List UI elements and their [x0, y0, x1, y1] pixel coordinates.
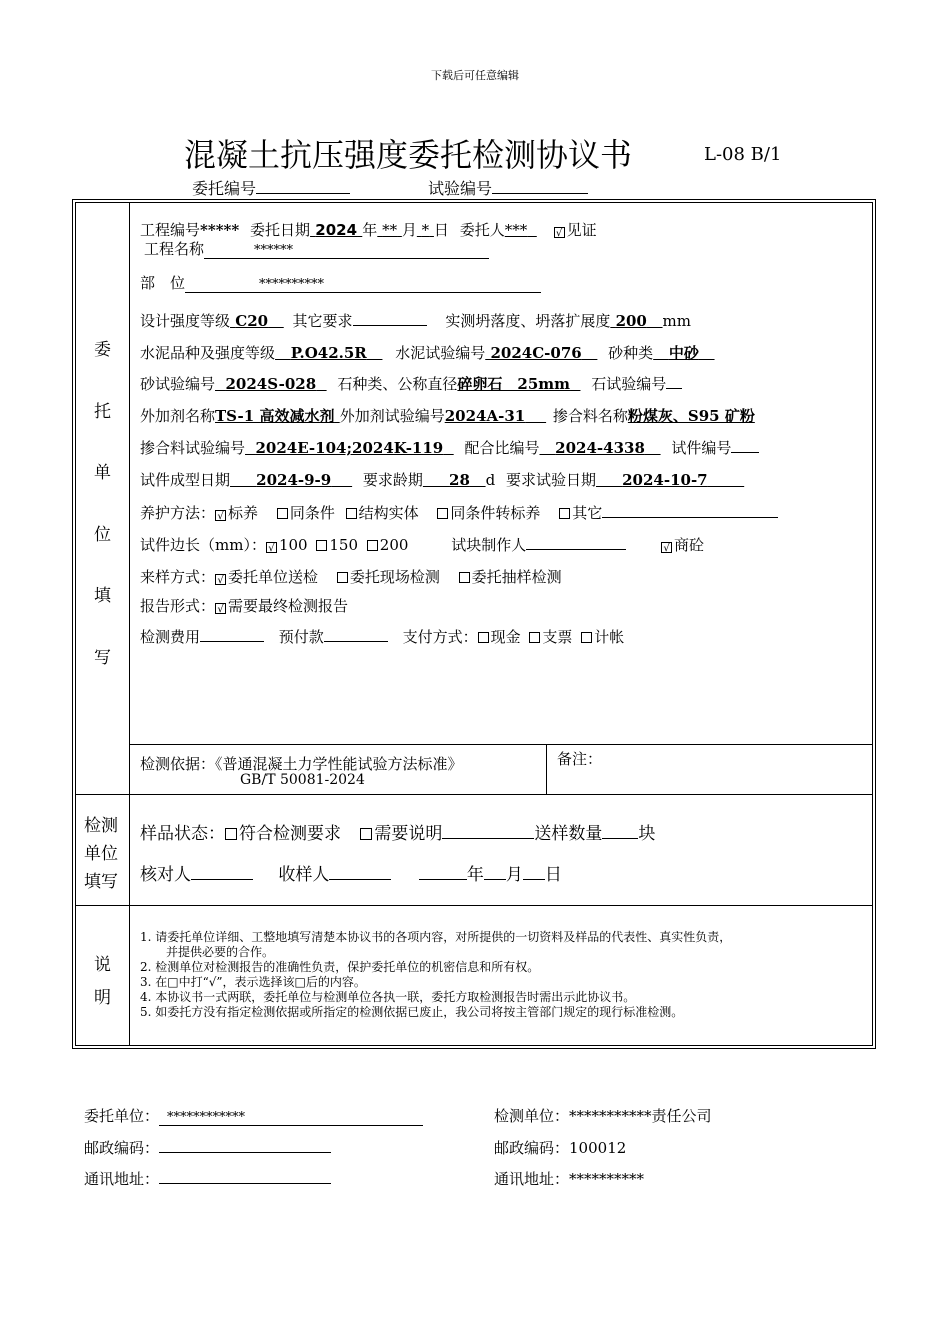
curing-same-label: 同条件: [289, 504, 335, 522]
note-item: 3. 在□中打“√”，表示选择该□后的内容。: [140, 975, 366, 989]
row-report: [140, 595, 348, 616]
side-label-client-1: 委: [94, 340, 111, 360]
side-label-client-4: 位: [94, 525, 111, 545]
receive-month-unit: 月: [505, 865, 523, 885]
side-label-lab-1: 检测: [84, 816, 118, 836]
commission-no: [192, 176, 350, 199]
sand-test-value[interactable]: 2024S-028: [225, 375, 317, 393]
commercial-label: 商砼: [674, 536, 705, 554]
client-unit: [84, 1105, 423, 1126]
note-item: 4. 本协议书一式两联，委托单位与检测单位各执一联，委托方取检测报告时需出示此协议书。: [140, 990, 636, 1004]
row-cement: [140, 342, 715, 363]
side-label-lab-2: 单位: [84, 844, 118, 864]
mineral-value[interactable]: 粉煤灰、S95 矿粉: [627, 407, 755, 425]
side-label-client-5: 填: [94, 586, 111, 606]
test-no-label: 试验编号: [428, 179, 493, 198]
qty-unit: 块: [638, 824, 656, 844]
admix-label: 外加剂名称: [140, 407, 216, 425]
grade-value[interactable]: C20: [235, 312, 269, 330]
lab-zip: [494, 1137, 626, 1158]
notes-list: [140, 930, 731, 1020]
prepay-field[interactable]: [324, 627, 388, 642]
report-label: 报告形式：: [140, 597, 216, 615]
size-200-checkbox[interactable]: [367, 540, 378, 551]
mineral-label: 掺合料名称: [552, 407, 628, 425]
client-person-value[interactable]: ***: [504, 221, 528, 239]
pay-cash-checkbox[interactable]: [478, 632, 489, 643]
maker-field[interactable]: [526, 535, 626, 550]
client-addr-label: 通讯地址：: [84, 1170, 160, 1188]
receiver-field[interactable]: [329, 863, 391, 880]
age-label: 要求龄期: [362, 471, 423, 489]
date-month[interactable]: **: [382, 221, 398, 239]
lab-divider-top: [75, 794, 873, 795]
curing-struct-checkbox[interactable]: [346, 508, 357, 519]
pay-account-checkbox[interactable]: [581, 632, 592, 643]
date-year[interactable]: 2024: [315, 221, 358, 239]
client-unit-field[interactable]: ************: [159, 1110, 423, 1126]
receive-year-unit: 年: [466, 865, 484, 885]
sample-send-label: 委托单位送检: [228, 568, 319, 586]
sample-send-checkbox[interactable]: √: [215, 574, 226, 585]
lab-addr: [494, 1168, 644, 1189]
note-item: 5. 如委托方没有指定检测依据或所指定的检测依据已废止，我公司将按主管部门规定的现行标准检测。: [140, 1005, 684, 1019]
receive-month-field[interactable]: [484, 863, 506, 880]
prepay-label: 预付款: [278, 628, 324, 646]
month-unit: 月: [401, 221, 417, 239]
fee-field[interactable]: [200, 627, 264, 642]
lab-zip-label: 邮政编码：: [494, 1139, 570, 1157]
curing-other-field[interactable]: [602, 503, 778, 518]
lab-addr-value: **********: [569, 1170, 645, 1188]
lab-unit-value: ***********责任公司: [569, 1107, 712, 1125]
client-addr-field[interactable]: [159, 1169, 331, 1184]
receive-day-field[interactable]: [523, 863, 545, 880]
maker-label: 试块制作人: [451, 536, 527, 554]
row-admix: [140, 405, 755, 426]
pay-label: 支付方式：: [402, 628, 478, 646]
age-unit: d: [485, 471, 496, 489]
other-req-label: 其它要求: [292, 312, 353, 330]
stone-label: 石种类、公称直径: [337, 375, 458, 393]
client-addr: [84, 1168, 331, 1189]
row-fee: [140, 626, 624, 647]
client-person-label: 委托人: [459, 221, 505, 239]
checker-label: 核对人: [140, 865, 191, 885]
fee-label: 检测费用: [140, 628, 201, 646]
stone-test-label: 石试验编号: [591, 375, 667, 393]
row-sample: [140, 566, 562, 587]
position-field[interactable]: **********: [185, 277, 541, 293]
year-unit: 年: [362, 221, 378, 239]
side-label-notes-2: 明: [94, 988, 111, 1008]
project-no-value[interactable]: *****: [200, 221, 240, 239]
sample-label: 来样方式：: [140, 568, 216, 586]
cement-test-label: 水泥试验编号: [395, 344, 486, 362]
commission-no-field[interactable]: [256, 179, 350, 194]
row-position: [140, 272, 541, 293]
pay-cash-label: 现金: [490, 628, 521, 646]
row-curing: [140, 502, 778, 523]
sand-type-value[interactable]: 中砂: [668, 344, 699, 362]
state-ok-label: 符合检测要求: [239, 824, 341, 844]
note-item: 并提供必要的合作。: [154, 945, 275, 959]
lab-zip-value: 100012: [569, 1139, 627, 1157]
date-day[interactable]: *: [421, 221, 430, 239]
basis-label: 检测依据：《普通混凝土力学性能试验方法标准》: [140, 755, 463, 773]
watermark-text: 下载后可任意编辑: [431, 69, 519, 82]
grade-label: 设计强度等级: [140, 312, 231, 330]
commission-no-label: 委托编号: [192, 179, 257, 198]
row-checker: [140, 860, 562, 885]
row-grade: [140, 310, 691, 331]
curing-other-label: 其它: [572, 504, 603, 522]
curing-std-checkbox[interactable]: √: [215, 510, 226, 521]
curing-std-label: 标养: [228, 504, 259, 522]
date-label: 委托日期: [250, 221, 311, 239]
side-divider: [129, 202, 130, 1046]
note-item: 2. 检测单位对检测报告的准确性负责，保护委托单位的机密信息和所有权。: [140, 960, 540, 974]
state-note-label: 需要说明: [374, 824, 443, 844]
state-note-checkbox[interactable]: [360, 828, 372, 840]
mix-value[interactable]: 2024-4338: [555, 439, 645, 457]
day-unit: 日: [433, 221, 449, 239]
qty-field[interactable]: [602, 822, 638, 839]
slump-label: 实测坍落度、坍落扩展度: [445, 312, 611, 330]
mineral-test-label: 掺合料试验编号: [140, 439, 246, 457]
cement-value[interactable]: P.O42.5R: [290, 344, 367, 362]
side-label-client-2: 托: [94, 402, 111, 422]
cement-label: 水泥品种及强度等级: [140, 344, 276, 362]
client-zip-label: 邮政编码：: [84, 1139, 160, 1157]
mold-date-value[interactable]: 2024-9-9: [256, 471, 332, 489]
side-label-client-6: 写: [94, 648, 111, 668]
side-label-client-3: 单: [94, 463, 111, 483]
curing-other-checkbox[interactable]: [559, 508, 570, 519]
size-100-label: 100: [278, 536, 308, 554]
size-150-label: 150: [329, 536, 359, 554]
basis-divider-mid: [546, 744, 547, 794]
size-150-checkbox[interactable]: [316, 540, 327, 551]
note-item: 1. 请委托单位详细、工整地填写清楚本协议书的各项内容，对所提供的一切资料及样品的代表性、真实性负责，: [140, 930, 732, 944]
client-zip-field[interactable]: [159, 1138, 331, 1153]
report-final-checkbox[interactable]: √: [215, 603, 226, 614]
size-100-checkbox[interactable]: √: [266, 542, 277, 553]
client-zip: [84, 1137, 331, 1158]
project-name-field[interactable]: ******: [204, 244, 489, 259]
remark-label: 备注：: [557, 750, 603, 768]
page-title: 混凝土抗压强度委托检测协议书: [184, 136, 633, 174]
admix-test-value[interactable]: 2024A-31: [444, 407, 526, 425]
mold-date-label: 试件成型日期: [140, 471, 231, 489]
req-date-label: 要求试验日期: [505, 471, 596, 489]
sample-site-checkbox[interactable]: [337, 572, 348, 583]
notes-divider-top: [75, 905, 873, 906]
req-date-value[interactable]: 2024-10-7: [622, 471, 708, 489]
other-req-field[interactable]: [353, 311, 427, 326]
mix-label: 配合比编号: [464, 439, 540, 457]
specimen-no-field[interactable]: [731, 438, 759, 453]
pay-account-label: 计帐: [594, 628, 625, 646]
lab-unit: [494, 1105, 712, 1126]
pay-check-checkbox[interactable]: [529, 632, 540, 643]
client-unit-label: 委托单位：: [84, 1107, 160, 1125]
pay-check-label: 支票: [542, 628, 573, 646]
specimen-no-label: 试件编号: [671, 439, 732, 457]
sample-spot-label: 委托抽样检测: [471, 568, 562, 586]
row-mineral-test: [140, 437, 759, 458]
receive-day-unit: 日: [544, 865, 562, 885]
state-ok-checkbox[interactable]: [225, 828, 237, 840]
curing-conv-checkbox[interactable]: [437, 508, 448, 519]
project-no-label: 工程编号: [140, 221, 201, 239]
slump-value[interactable]: 200: [615, 312, 647, 330]
row-size: [140, 534, 704, 555]
age-value[interactable]: 28: [449, 471, 470, 489]
row-project: [140, 219, 597, 240]
witness-checkbox[interactable]: √: [554, 227, 565, 238]
test-no-field[interactable]: [492, 179, 588, 194]
state-note-field[interactable]: [442, 822, 534, 839]
receive-year-field[interactable]: [419, 863, 467, 880]
size-200-label: 200: [379, 536, 409, 554]
admix-test-label: 外加剂试验编号: [339, 407, 445, 425]
sand-test-label: 砂试验编号: [140, 375, 216, 393]
curing-label: 养护方法：: [140, 504, 216, 522]
lab-unit-label: 检测单位：: [494, 1107, 570, 1125]
doc-code: L-08 B/1: [704, 144, 782, 165]
stone-value[interactable]: 碎卵石 25mm: [457, 375, 571, 393]
state-label: 样品状态：: [140, 824, 225, 844]
row-sample-state: [140, 819, 655, 844]
qty-label: 送样数量: [534, 824, 603, 844]
admix-value[interactable]: TS-1 高效减水剂: [215, 407, 335, 425]
size-label: 试件边长（mm）：: [140, 536, 266, 554]
slump-unit: mm: [662, 312, 691, 330]
commercial-checkbox[interactable]: √: [661, 542, 672, 553]
side-label-lab-3: 填写: [84, 872, 118, 892]
mineral-test-value[interactable]: 2024E-104;2024K-119: [255, 439, 444, 457]
row-mold-date: [140, 469, 744, 490]
cement-test-value[interactable]: 2024C-076: [490, 344, 582, 362]
row-project-name: [144, 238, 489, 259]
stone-test-field[interactable]: [666, 374, 682, 389]
checker-field[interactable]: [191, 863, 253, 880]
sample-spot-checkbox[interactable]: [459, 572, 470, 583]
basis-standard: GB/T 50081-2024: [240, 772, 365, 788]
position-label: 部 位: [140, 274, 186, 292]
witness-label: 见证: [566, 221, 597, 239]
sample-site-label: 委托现场检测: [349, 568, 440, 586]
curing-struct-label: 结构实体: [358, 504, 419, 522]
report-final-label: 需要最终检测报告: [228, 597, 349, 615]
lab-addr-label: 通讯地址：: [494, 1170, 570, 1188]
sand-type-label: 砂种类: [608, 344, 654, 362]
basis-divider-top: [129, 744, 873, 745]
row-sand: [140, 373, 682, 394]
test-no: [428, 176, 588, 199]
project-name-label: 工程名称: [144, 240, 205, 258]
receiver-label: 收样人: [278, 865, 330, 885]
curing-conv-label: 同条件转标养: [450, 504, 541, 522]
curing-same-checkbox[interactable]: [277, 508, 288, 519]
side-label-notes-1: 说: [94, 955, 111, 975]
